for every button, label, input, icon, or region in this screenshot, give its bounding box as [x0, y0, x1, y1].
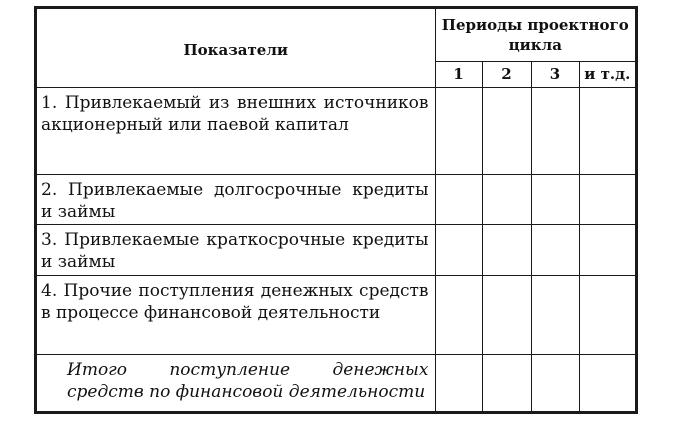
- financial-activity-table: [37, 9, 635, 411]
- total-cell: Итого поступление денежных средств по финансовой деятельности: [37, 354, 435, 411]
- periods-header: Периоды проектного цикла: [435, 9, 635, 61]
- table-row: [37, 275, 635, 354]
- value-cell: [482, 87, 531, 174]
- period-3-header: 3: [531, 61, 579, 87]
- value-cell: [482, 354, 531, 411]
- period-2-header: 2: [482, 61, 531, 87]
- value-cell: [531, 354, 579, 411]
- table-row: [37, 87, 635, 174]
- value-cell: [579, 354, 635, 411]
- header-row: [37, 9, 635, 61]
- value-cell: [482, 174, 531, 224]
- value-cell: [482, 224, 531, 275]
- value-cell: [531, 174, 579, 224]
- indicators-header: Показатели: [37, 9, 435, 87]
- value-cell: [579, 174, 635, 224]
- period-1-header: 1: [435, 61, 482, 87]
- indicator-cell: 4. Прочие поступления денежных средств в процессе финансовой деятельности: [37, 275, 435, 354]
- value-cell: [579, 224, 635, 275]
- value-cell: [482, 275, 531, 354]
- period-etc-header: и т.д.: [579, 61, 635, 87]
- indicator-cell: 3. Привлекаемые краткосрочные кредиты и займы: [37, 224, 435, 275]
- value-cell: [579, 87, 635, 174]
- value-cell: [435, 174, 482, 224]
- value-cell: [579, 275, 635, 354]
- table-frame: [34, 6, 638, 414]
- value-cell: [435, 87, 482, 174]
- value-cell: [531, 224, 579, 275]
- value-cell: [435, 354, 482, 411]
- table-row: [37, 174, 635, 224]
- value-cell: [531, 87, 579, 174]
- value-cell: [531, 275, 579, 354]
- indicator-cell: 1. Привлекаемый из внешних источников акционерный или паевой капитал: [37, 87, 435, 174]
- value-cell: [435, 224, 482, 275]
- indicator-cell: 2. Привлекаемые долгосрочные кредиты и займы: [37, 174, 435, 224]
- value-cell: [435, 275, 482, 354]
- table-row: [37, 224, 635, 275]
- total-row: [37, 354, 635, 411]
